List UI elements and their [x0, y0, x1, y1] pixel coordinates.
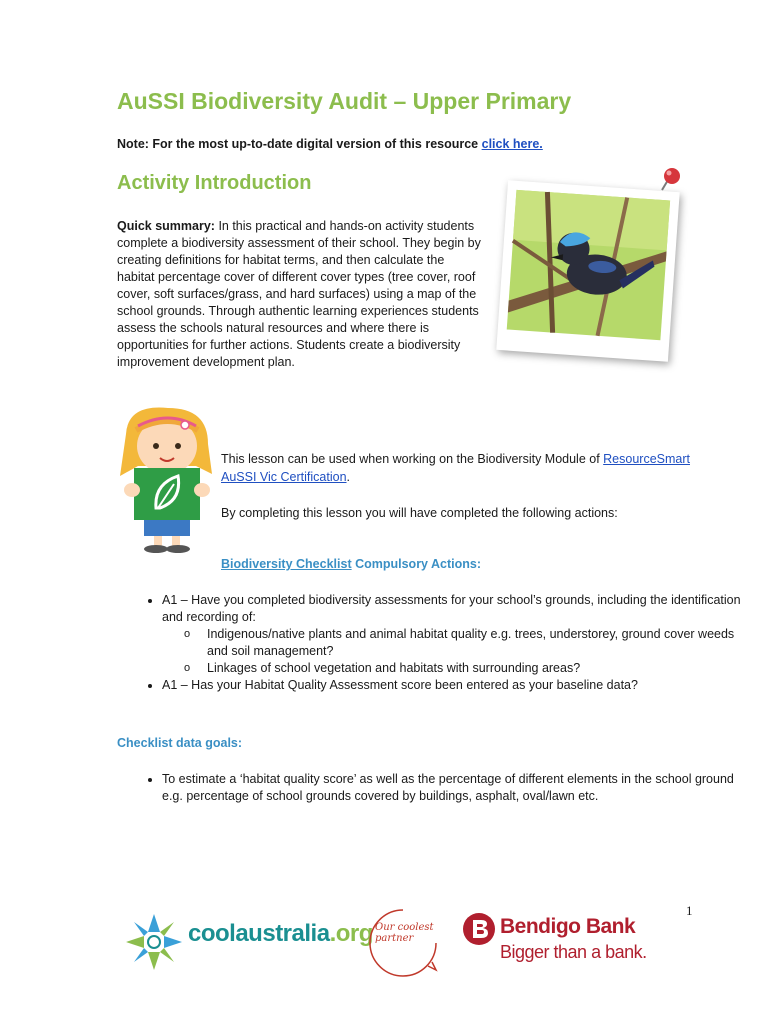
coolaustralia-logo-text: coolaustralia.org — [188, 920, 373, 947]
list-item: • A1 – Have you completed biodiversity assessments for your school’s grounds, including the identification and recording of: o Indigenous/native plants and animal habitat quality e.g. trees, understorey, ground cover weeds and soil management? o Linkages of school vegetation and habitats with surrounding areas? — [162, 592, 752, 677]
bendigo-bank-logo-icon — [462, 912, 496, 946]
bendigo-bank-tagline: Bigger than a bank. — [500, 942, 647, 962]
document-title: AuSSI Biodiversity Audit – Upper Primary — [117, 88, 572, 114]
push-pin-icon — [654, 166, 684, 196]
data-goals-list — [117, 771, 752, 805]
note-text: Note: For the most up-to-date digital version of this resource — [117, 137, 482, 151]
coolest-partner-text: Our coolest partner — [375, 922, 434, 944]
sub-list-item: o Linkages of school vegetation and habitats with surrounding areas? — [207, 660, 752, 677]
compulsory-actions-list — [117, 592, 752, 694]
sub-list — [162, 626, 752, 677]
list-item: • To estimate a ‘habitat quality score’ as well as the percentage of different elements in the school ground e.g. percentage of school grounds covered by buildings, asphalt, oval/lawn etc. — [162, 771, 752, 805]
activity-intro-heading: Activity Introduction — [117, 172, 312, 194]
lesson-paragraph-2: By completing this lesson you will have completed the following actions: — [221, 506, 618, 520]
mascot-girl-illustration — [118, 404, 216, 556]
fairy-wren-image — [496, 180, 679, 362]
list-item: • A1 – Has your Habitat Quality Assessment score been entered as your baseline data? — [162, 677, 752, 694]
bendigo-bank-name: Bendigo Bank — [500, 915, 636, 938]
biodiversity-checklist-link[interactable]: Biodiversity Checklist — [221, 557, 352, 571]
resourcesmart-link[interactable]: ResourceSmart AuSSI Vic Certification — [221, 452, 690, 484]
summary-label: Quick summary: — [117, 219, 215, 233]
page-number: 1 — [686, 903, 693, 918]
compulsory-actions-heading: Biodiversity Checklist Compulsory Actions: — [221, 557, 482, 571]
bird-photo — [496, 180, 679, 362]
click-here-link[interactable]: click here. — [481, 137, 543, 151]
sub-list-item: o Indigenous/native plants and animal habitat quality e.g. trees, understorey, ground cover weeds and soil management? — [207, 626, 752, 660]
note-line — [117, 137, 543, 151]
coolaustralia-logo-icon — [122, 910, 186, 974]
lesson-text — [221, 450, 691, 540]
lesson-paragraph-1: This lesson can be used when working on the Biodiversity Module of ResourceSmart AuSSI Vic Certification. — [221, 452, 690, 484]
quick-summary — [117, 218, 482, 371]
summary-text: In this practical and hands-on activity students complete a biodiversity assessment of their school. They begin by creating definitions for habitat terms, and then calculate the habitat percentage cover of different cover types (tree cover, roof cover, soft surfaces/grass, and hard surfaces) using a map of the school grounds. Through authentic learning experiences students assess the schools natural resources and where there is opportunities for further actions. Students create a biodiversity improvement development plan. — [117, 219, 481, 369]
data-goals-heading: Checklist data goals: — [117, 736, 243, 750]
